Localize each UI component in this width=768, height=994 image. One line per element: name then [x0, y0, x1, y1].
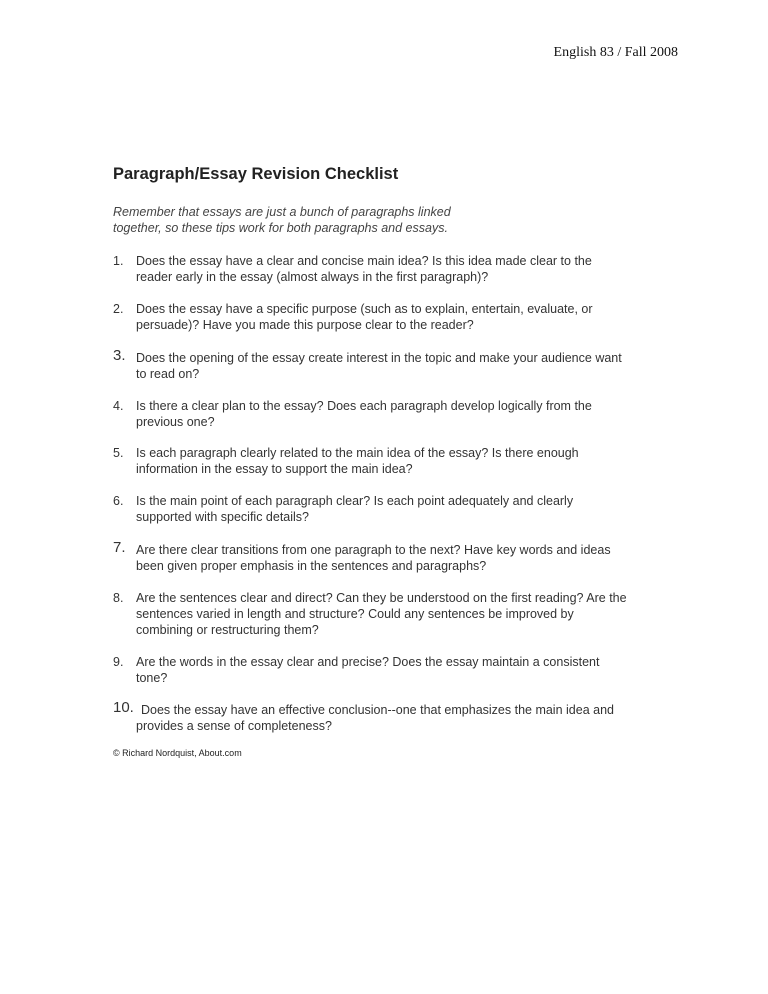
item-number: 7. — [113, 539, 126, 556]
item-line: Are there clear transitions from one paragraph to the next? Have key words and ideas — [136, 543, 611, 557]
intro-line: Remember that essays are just a bunch of paragraphs linked — [113, 205, 451, 219]
item-line: information in the essay to support the main idea? — [136, 462, 413, 476]
item-line: persuade)? Have you made this purpose clear to the reader? — [136, 318, 474, 332]
checklist-item — [113, 398, 683, 430]
checklist-item — [113, 253, 683, 285]
item-line: Does the essay have a clear and concise main idea? Is this idea made clear to the — [136, 254, 592, 268]
checklist-item — [113, 654, 683, 686]
item-number: 9. — [113, 655, 124, 669]
item-line: Does the essay have a specific purpose (such as to explain, entertain, evaluate, or — [136, 302, 593, 316]
checklist-item — [113, 590, 683, 638]
checklist-item — [113, 493, 683, 525]
item-line: Does the essay have an effective conclusion--one that emphasizes the main idea and — [141, 703, 614, 717]
item-number: 4. — [113, 399, 124, 413]
item-line: been given proper emphasis in the sentences and paragraphs? — [136, 559, 487, 573]
item-number: 8. — [113, 591, 124, 605]
checklist-item — [113, 539, 683, 574]
item-number: 3. — [113, 347, 126, 364]
item-line: supported with specific details? — [136, 510, 310, 524]
item-number: 2. — [113, 302, 124, 316]
checklist-item — [113, 699, 683, 734]
item-line: Are the words in the essay clear and precise? Does the essay maintain a consistent — [136, 655, 600, 669]
item-line: Are the sentences clear and direct? Can they be understood on the first reading? Are the — [136, 591, 627, 605]
item-number: 10. — [113, 699, 134, 716]
item-line: to read on? — [136, 367, 200, 381]
intro-paragraph — [113, 204, 503, 236]
checklist-item — [113, 445, 683, 477]
checklist-item — [113, 301, 683, 333]
item-line: combining or restructuring them? — [136, 623, 319, 637]
item-line: Is the main point of each paragraph clear? Is each point adequately and clearly — [136, 494, 574, 508]
item-line: tone? — [136, 671, 168, 685]
item-line: Is each paragraph clearly related to the main idea of the essay? Is there enough — [136, 446, 579, 460]
item-number: 5. — [113, 446, 124, 460]
course-header: English 83 / Fall 2008 — [553, 45, 678, 60]
intro-line: together, so these tips work for both paragraphs and essays. — [113, 221, 448, 235]
item-line: reader early in the essay (almost always in the first paragraph)? — [136, 270, 489, 284]
item-number: 6. — [113, 494, 124, 508]
document-body — [113, 165, 683, 758]
checklist-item — [113, 347, 683, 382]
item-line: sentences varied in length and structure? Could any sentences be improved by — [136, 607, 574, 621]
item-line: Is there a clear plan to the essay? Does each paragraph develop logically from the — [136, 399, 592, 413]
revision-checklist — [113, 253, 683, 734]
item-line: Does the opening of the essay create interest in the topic and make your audience want — [136, 351, 622, 365]
item-number: 1. — [113, 254, 124, 268]
item-line: previous one? — [136, 415, 215, 429]
document-title: Paragraph/Essay Revision Checklist — [113, 165, 399, 183]
copyright-footer: © Richard Nordquist, About.com — [113, 748, 242, 758]
item-line: provides a sense of completeness? — [136, 719, 332, 733]
